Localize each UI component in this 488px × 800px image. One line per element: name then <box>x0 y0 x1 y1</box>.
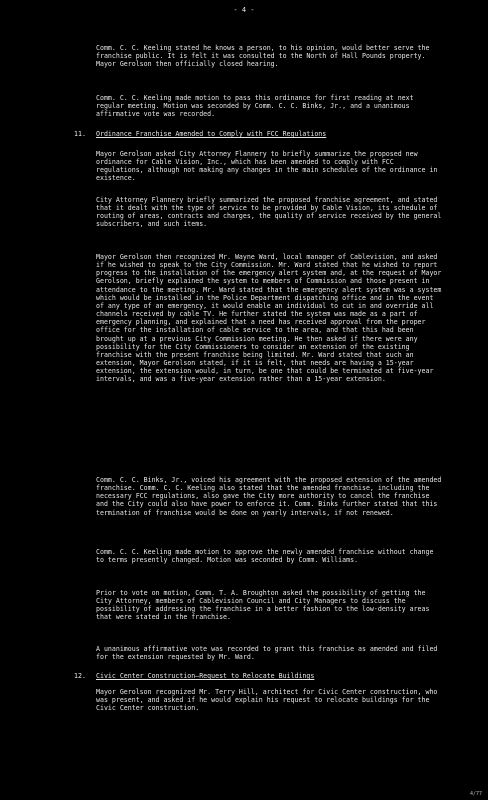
paragraph-12-1: Mayor Gerolson recognized Mr. Terry Hill, architect for Civic Center construction, who was present, and asked if he would explain his request to relocate buildings for the Civic Center construction. <box>96 688 438 713</box>
item-12-title: Civic Center Construction—Request to Relocate Buildings <box>96 672 315 680</box>
paragraph-11-2: City Attorney Flannery briefly summarized the proposed franchise agreement, and stated that it dealt with the type of service to be provided by Cable Vision, its schedule of routing of areas, contracts and charges, the quality of service received by the general subscribers, and such items. <box>96 196 442 229</box>
paragraph-intro-1: Comm. C. C. Keeling stated he knows a person, to his opinion, would better serve the franchise public. It is felt it was consulted to the North of Hall Pounds property. Mayor Gerolson then officially closed hearing. <box>96 44 430 69</box>
paragraph-11-4: Comm. C. C. Binks, Jr., voiced his agreement with the proposed extension of the amended franchise. Comm. C. C. Keeling also stated that the amended franchise, including the necessary FCC regulations, also gave the City more authority to cancel the franchise and the City could also have power to enforce it. Comm. Binks further stated that this termination of franchise would be done on yearly intervals, if not renewed. <box>96 476 442 517</box>
item-12-number: 12. <box>74 672 86 680</box>
paragraph-11-3: Mayor Gerolson then recognized Mr. Wayne Ward, local manager of Cablevision, and asked if he wished to speak to the City Commission. Mr. Ward stated that he wished to report progress to the installation of the emergency alert system and, at the request of Mayor Gerolson, briefly explained the system to members of Commission and those present in attendance to the meeting. Mr. Ward stated that the emergency alert system was a system which would be installed in the Police Department dispatching office and in the event of any type of an emergency, it would enable an individual to cut in and override all channels received by cable TV. He further stated the system was made as a part of emergency planning, and explained that a need has received approval from the proper office for the installation of cable service to the area, and that this had been brought up at a previous City Commission meeting. He then asked if there were any possibility for the City Commissioners to consider an extension of the existing franchise with the present franchise being limited. Mr. Ward stated that such an extension, Mayor Gerolson stated, if it is felt, that needs are having a 15-year extension, the extension would, in turn, be one that could be terminated at five-year intervals, and was a five-year extension rather than a 15-year extension. <box>96 253 442 384</box>
item-11-number: 11. <box>74 130 86 138</box>
paragraph-11-7: A unanimous affirmative vote was recorded to grant this franchise as amended and filed for the extension requested by Mr. Ward. <box>96 645 438 662</box>
item-11-title: Ordinance Franchise Amended to Comply with FCC Regulations <box>96 130 327 138</box>
paragraph-11-1: Mayor Gerolson asked City Attorney Flannery to briefly summarize the proposed new ordinance for Cable Vision, Inc., which has been amended to comply with FCC regulations, although not making any changes in the main schedules of the ordinance in existence. <box>96 150 438 183</box>
item-11-heading <box>74 130 454 138</box>
paragraph-11-5: Comm. C. C. Keeling made motion to approve the newly amended franchise without change to terms presently changed. Motion was seconded by Comm. Williams. <box>96 548 434 565</box>
item-12-heading <box>74 672 454 680</box>
corner-mark: 4/77 <box>469 790 482 797</box>
page-number: - 4 - <box>233 6 255 14</box>
paragraph-intro-2: Comm. C. C. Keeling made motion to pass this ordinance for first reading at next regular meeting. Motion was seconded by Comm. C. C. Binks, Jr., and a unanimous affirmative vote was recorded. <box>96 94 414 119</box>
paragraph-11-6: Prior to vote on motion, Comm. T. A. Broughton asked the possibility of getting the City Attorney, members of Cablevision Council and City Managers to discuss the possibility of addressing the franchise in a better fashion to the low-density areas that were stated in the franchise. <box>96 589 430 622</box>
